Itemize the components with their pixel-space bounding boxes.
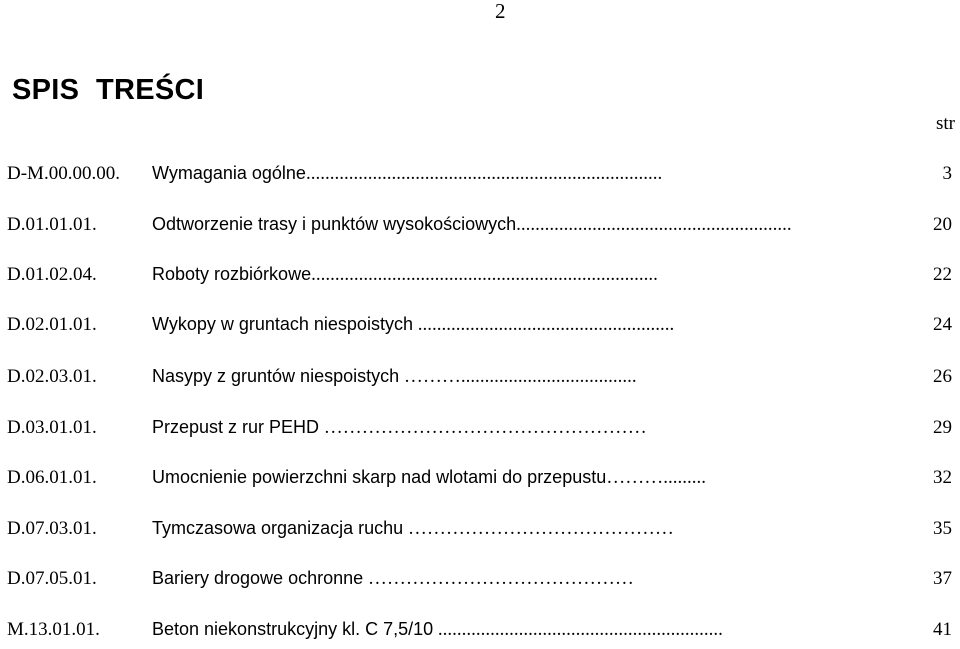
- toc-entry-page: 20: [933, 214, 952, 235]
- toc-entry-page: 29: [933, 417, 952, 438]
- toc-entry-title: Wykopy w gruntach niespoistych: [152, 314, 413, 334]
- toc-entry-title: Beton niekonstrukcyjny kl. C 7,5/10: [152, 619, 434, 639]
- toc-entry-title: Odtworzenie trasy i punktów wysokościowych: [152, 214, 517, 234]
- toc-entry-page: 41: [933, 619, 952, 640]
- toc-entry-title-wrap: [152, 314, 674, 336]
- toc-entry-code: D.03.01.01.: [7, 417, 97, 438]
- toc-entry-page: 32: [933, 467, 952, 488]
- toc-entry-code: D.07.05.01.: [7, 568, 97, 589]
- toc-entry-title-wrap: [152, 366, 637, 388]
- toc-entry[interactable]: [0, 366, 960, 396]
- page-number: 2: [495, 0, 506, 23]
- toc-entry-title-wrap: [152, 417, 647, 439]
- page-column-header: str: [936, 113, 955, 134]
- toc-entry-page: 35: [933, 518, 952, 539]
- toc-entry[interactable]: [0, 568, 960, 598]
- toc-entry[interactable]: [0, 467, 960, 497]
- toc-entry[interactable]: [0, 314, 960, 344]
- toc-entry-leader: .........................................................................: [311, 264, 658, 285]
- toc-entry-code: M.13.01.01.: [7, 619, 100, 640]
- toc-entry-page: 24: [933, 314, 952, 335]
- toc-entry-leader: ......................................................: [412, 314, 675, 335]
- toc-entry-leader: ……………………………………: [403, 518, 674, 539]
- toc-entry-title: Bariery drogowe ochronne: [152, 568, 364, 588]
- toc-entry-leader: ..........................................................: [516, 214, 792, 235]
- toc-entry-leader: ............................................................: [433, 619, 723, 640]
- toc-entry-code: D.02.01.01.: [7, 314, 97, 335]
- toc-entry-title: Tymczasowa organizacja ruchu: [152, 518, 404, 538]
- toc-entry-title-wrap: [152, 518, 674, 540]
- toc-entry[interactable]: [0, 264, 960, 294]
- page-title: SPIS TREŚCI: [12, 74, 205, 106]
- toc-entry-title: Nasypy z gruntów niespoistych: [152, 366, 400, 386]
- toc-entry-page: 22: [933, 264, 952, 285]
- toc-entry-title-wrap: [152, 163, 662, 185]
- toc-entry[interactable]: [0, 619, 960, 649]
- toc-entry-page: 37: [933, 568, 952, 589]
- toc-entry-leader: ……….........: [606, 467, 706, 488]
- toc-entry-title: Umocnienie powierzchni skarp nad wlotami do przepustu: [152, 467, 607, 487]
- toc-entry-code: D.01.02.04.: [7, 264, 97, 285]
- toc-entry-page: 3: [942, 163, 952, 184]
- toc-entry-title: Roboty rozbiórkowe: [152, 264, 312, 284]
- toc-entry[interactable]: [0, 214, 960, 244]
- toc-entry-leader: ……………………………………: [363, 568, 634, 589]
- toc-entry-code: D-M.00.00.00.: [7, 163, 120, 184]
- toc-entry-leader: ……………………………………………: [319, 417, 647, 438]
- toc-entry-title-wrap: [152, 568, 634, 590]
- toc-entry-title-wrap: [152, 214, 792, 236]
- toc-entry-page: 26: [933, 366, 952, 387]
- toc-entry-title: Przepust z rur PEHD: [152, 417, 320, 437]
- toc-entry-title-wrap: [152, 467, 706, 489]
- toc-entry[interactable]: [0, 417, 960, 447]
- toc-entry[interactable]: [0, 163, 960, 193]
- toc-entry-leader: ……….....................................: [399, 366, 637, 387]
- toc-entry-code: D.06.01.01.: [7, 467, 97, 488]
- toc-entry-title-wrap: [152, 264, 658, 286]
- toc-entry-code: D.01.01.01.: [7, 214, 97, 235]
- toc-entry-title-wrap: [152, 619, 723, 641]
- toc-entry-code: D.02.03.01.: [7, 366, 97, 387]
- toc-entry-leader: ...........................................................................: [305, 163, 663, 184]
- toc-entry-title: Wymagania ogólne: [152, 163, 306, 183]
- toc-entry[interactable]: [0, 518, 960, 548]
- toc-entry-code: D.07.03.01.: [7, 518, 97, 539]
